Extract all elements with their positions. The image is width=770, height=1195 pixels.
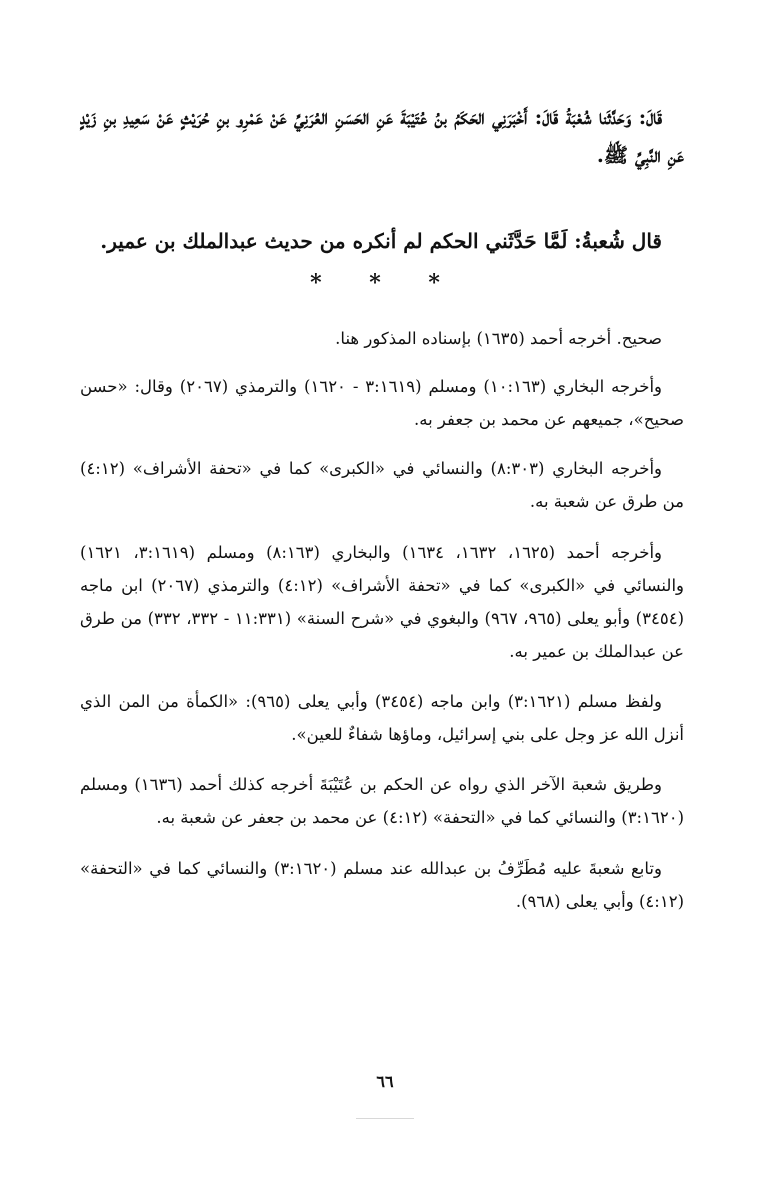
section-separator: * * * [310, 270, 460, 296]
shuba-comment: قال شُعبةُ: لَمَّا حَدَّثَني الحكم لم أنكره من حديث عبدالملك بن عمير. [100, 229, 662, 253]
takhrij-paragraph-7: وتابع شعبةَ عليه مُطَرِّفُ بن عبدالله عند مسلم (٣:١٦٢٠) والنسائي كما في «التحفة» (٤:١٢) وأبي يعلى (٩٦٨). [80, 859, 684, 911]
takhrij-paragraph-6: وطريق شعبة الآخر الذي رواه عن الحكم بن عُتَيْبَةَ أخرجه كذلك أحمد (١٦٣٦) ومسلم (٣:١٦٢٠) والنسائي كما في «التحفة» (٤:١٢) عن محمد بن جعفر عن شعبة به. [80, 775, 684, 827]
takhrij-paragraph-3: وأخرجه البخاري (٨:٣٠٣) والنسائي في «الكبرى» كما في «تحفة الأشراف» (٤:١٢) من طرق عن شعبة به. [80, 459, 684, 511]
page-number: ٦٦ [376, 1072, 394, 1091]
takhrij-paragraph-4: وأخرجه أحمد (١٦٢٥، ١٦٣٢، ١٦٣٤) والبخاري (٨:١٦٣) ومسلم (٣:١٦١٩، ١٦٢١) والنسائي في «الكبرى» كما في «تحفة الأشراف» (٤:١٢) والترمذي (٢٠٦٧) ابن ماجه (٣٤٥٤) وأبو يعلى (٩٦٥، ٩٦٧) والبغوي في «شرح السنة» (١١:٣٣١ - ٣٣٢، ٣٣٢) من طرق عن عبدالملك بن عمير به. [80, 543, 685, 661]
takhrij-paragraph-1: صحيح. أخرجه أحمد (١٦٣٥) بإسناده المذكور هنا. [335, 329, 662, 348]
bottom-divider [356, 1118, 414, 1119]
takhrij-paragraph-2: وأخرجه البخاري (١٠:١٦٣) ومسلم (٣:١٦١٩ - ١٦٢٠) والترمذي (٢٠٦٧) وقال: «حسن صحيح»، جميعهم عن محمد بن جعفر به. [80, 377, 684, 429]
takhrij-paragraph-5: ولفظ مسلم (٣:١٦٢١) وابن ماجه (٣٤٥٤) وأبي يعلى (٩٦٥): «الكمأة من المن الذي أنزل الله عز وجل على بني إسرائيل، وماؤها شفاءٌ للعين». [80, 692, 684, 744]
hadith-chain: قَالَ: وَحَدَّثَنا شُعْبَةُ قَالَ: أَخْبَرَنِي الحَكَمُ بنُ عُتَيْبَةَ عَنِ الحَسَنِ العُرَنِيِّ عَنْ عَمْرِو بنِ حُرَيْثٍ عَنْ سَعِيدِ بنِ زَيْدٍ عَنِ النَّبِيِّ ﷺ. [80, 105, 684, 167]
